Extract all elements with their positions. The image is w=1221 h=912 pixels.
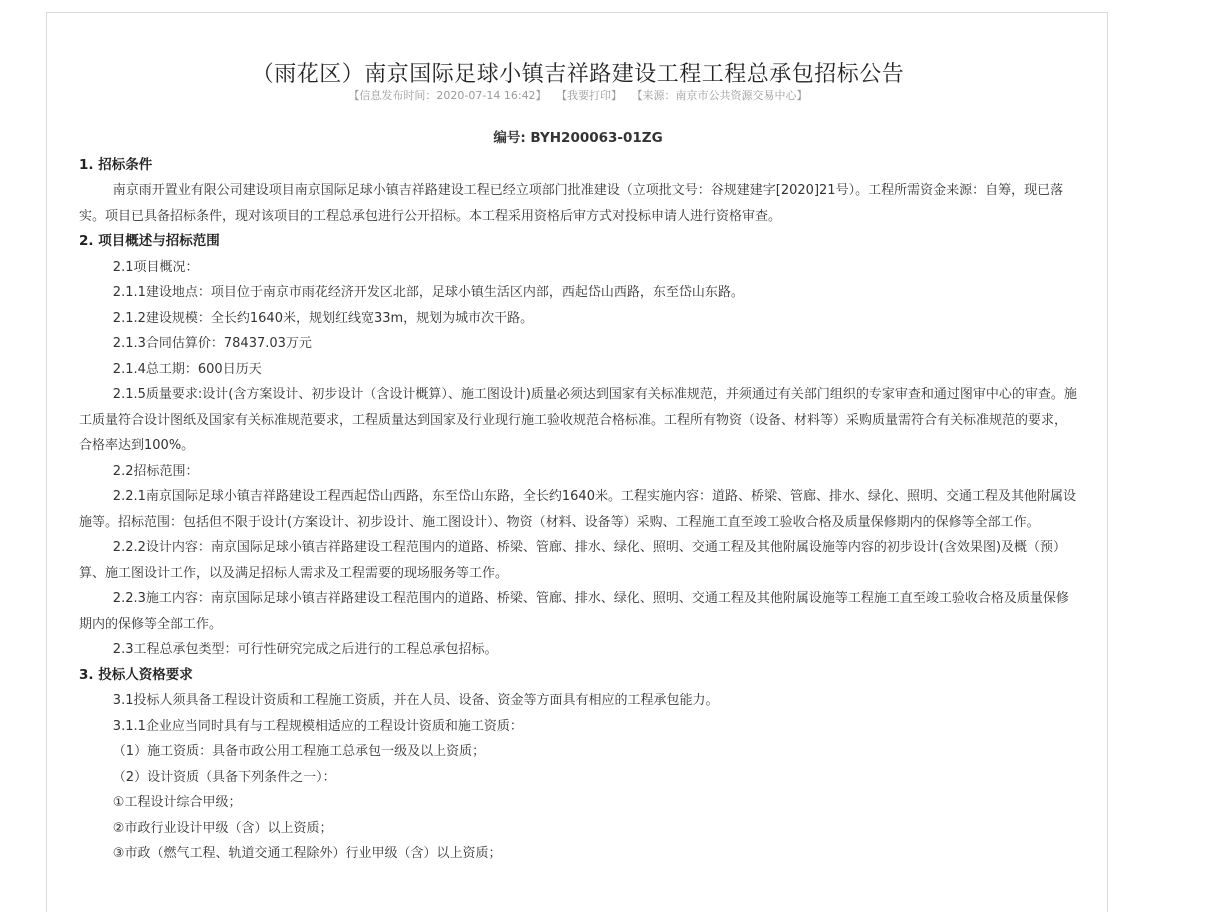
- print-link[interactable]: 【我要打印】: [556, 89, 623, 102]
- paragraph: 3.1投标人须具备工程设计资质和工程施工资质，并在人员、设备、资金等方面具有相应的工程承包能力。: [112, 693, 719, 708]
- paragraph: （2）设计资质（具备下列条件之一）：: [112, 769, 336, 785]
- paragraph: 2.1.5质量要求:设计(含方案设计、初步设计（含设计概算）、施工图设计)质量必须达到国家有关标准规范，并须通过有关部门组织的专家审查和通过图审中心的审查。施工质量符合设计图纸及国家有关标准规范要求，工程质量达到国家及行业现行施工验收规范合格标准。工程所有物资（设备、材料等）采购质量需符合有关标准规范的要求，合格率达到100%。: [79, 387, 1077, 453]
- paragraph-list: [79, 153, 1077, 867]
- article-panel: [46, 12, 1108, 912]
- paragraph: 2.2.3施工内容：南京国际足球小镇吉祥路建设工程范围内的道路、桥梁、管廊、排水、绿化、照明、交通工程及其他附属设施等工程施工直至竣工验收合格及质量保修期内的保修等全部工作。: [79, 591, 1069, 632]
- paragraph: （1）施工资质：具备市政公用工程施工总承包一级及以上资质；: [112, 744, 486, 759]
- section-heading: 1. 招标条件: [79, 156, 153, 173]
- paragraph: 2.2.2设计内容：南京国际足球小镇吉祥路建设工程范围内的道路、桥梁、管廊、排水、绿化、照明、交通工程及其他附属设施等内容的初步设计(含效果图)及概（预）算、施工图设计工作，以及满足招标人需求及工程需要的现场服务等工作。: [79, 540, 1067, 581]
- paragraph: 3.1.1企业应当同时具有与工程规模相适应的工程设计资质和施工资质：: [112, 718, 523, 734]
- paragraph: ②市政行业设计甲级（含）以上资质；: [112, 820, 333, 836]
- section-heading: 3. 投标人资格要求: [79, 666, 193, 683]
- tender-number: 编号: BYH200063-01ZG: [493, 130, 663, 146]
- source-info: 【来源：南京市公共资源交易中心】: [631, 89, 808, 102]
- paragraph: 2.3工程总承包类型：可行性研究完成之后进行的工程总承包招标。: [112, 642, 498, 657]
- paragraph: ③市政（燃气工程、轨道交通工程除外）行业甲级（含）以上资质；: [112, 846, 502, 861]
- paragraph: 2.1.2建设规模：全长约1640米，规划红线宽33m，规划为城市次干路。: [112, 310, 534, 326]
- paragraph: 2.1.1建设地点：项目位于南京市雨花经济开发区北部，足球小镇生活区内部，西起岱山西路，东至岱山东路。: [112, 285, 744, 300]
- page-title: （雨花区）南京国际足球小镇吉祥路建设工程工程总承包招标公告: [251, 62, 905, 87]
- paragraph: ①工程设计综合甲级；: [112, 795, 242, 810]
- paragraph: 2.2招标范围：: [112, 463, 199, 479]
- paragraph: 2.1.3合同估算价：78437.03万元: [112, 336, 312, 351]
- article-body: [79, 126, 1077, 867]
- paragraph: 2.1项目概况：: [112, 259, 199, 275]
- paragraph: 2.1.4总工期：600日历天: [112, 361, 262, 377]
- paragraph: 2.2.1南京国际足球小镇吉祥路建设工程西起岱山西路，东至岱山东路，全长约1640米。工程实施内容：道路、桥梁、管廊、排水、绿化、照明、交通工程及其他附属设施等。招标范围：包括但不限于设计(方案设计、初步设计、施工图设计）、物资（材料、设备等）采购、工程施工直至竣工验收合格及质量保修期内的保修等全部工作。: [79, 489, 1076, 530]
- article-meta: [47, 87, 1109, 103]
- section-heading: 2. 项目概述与招标范围: [79, 233, 220, 249]
- paragraph: 南京雨开置业有限公司建设项目南京国际足球小镇吉祥路建设工程已经立项部门批准建设（立项批文号：谷规建建字[2020]21号）。工程所需资金来源：自筹，现已落实。项目已具备招标条件，现对该项目的工程总承包进行公开招标。本工程采用资格后审方式对投标申请人进行资格审查。: [79, 183, 1064, 224]
- publish-time: 【信息发布时间：2020-07-14 16:42】: [348, 89, 547, 102]
